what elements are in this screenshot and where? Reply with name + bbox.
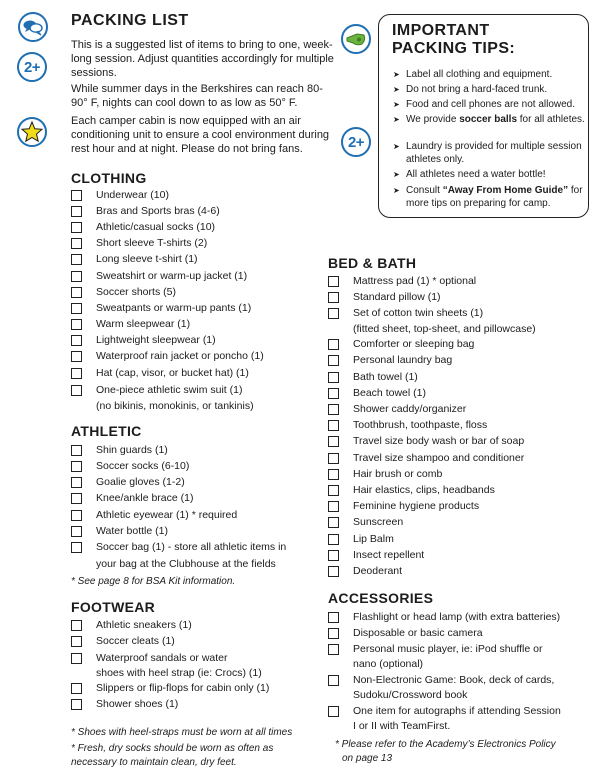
checklist-item-label: Goalie gloves (1-2) [96, 476, 185, 488]
checkbox[interactable] [71, 620, 82, 631]
checkbox[interactable] [328, 276, 339, 287]
checkbox[interactable] [71, 445, 82, 456]
checkbox[interactable] [328, 534, 339, 545]
tip-item: ➤ Do not bring a hard-faced trunk. [393, 84, 548, 95]
bag-note: your bag at the Clubhouse at the fields [96, 558, 276, 570]
checkbox[interactable] [328, 469, 339, 480]
checkbox[interactable] [71, 351, 82, 362]
checkbox[interactable] [328, 706, 339, 717]
checklist-item-label: Short sleeve T-shirts (2) [96, 237, 208, 249]
checkbox[interactable] [328, 453, 339, 464]
arrow-icon: ➤ [393, 142, 400, 151]
checkbox[interactable] [71, 636, 82, 647]
checkbox[interactable] [71, 477, 82, 488]
athletic-footnote: * See page 8 for BSA Kit information. [71, 576, 236, 587]
tips-title: IMPORTANT PACKING TIPS: [392, 22, 516, 57]
checklist-item-label: Sweatshirt or warm-up jacket (1) [96, 270, 248, 282]
checklist-item-label: Personal music player, ie: iPod shuffle or [353, 643, 543, 655]
checklist-item-label: Soccer cleats (1) [96, 635, 175, 647]
sheets-note: (fitted sheet, top-sheet, and pillowcase) [353, 323, 536, 335]
checklist-item-label: Comforter or sleeping bag [353, 338, 475, 350]
checkbox[interactable] [328, 628, 339, 639]
checkbox[interactable] [71, 190, 82, 201]
checklist-item-label: Shin guards (1) [96, 444, 168, 456]
checkbox[interactable] [328, 550, 339, 561]
checklist-item-label: Soccer bag (1) - store all athletic items in [96, 541, 287, 553]
footwear-note-2b: necessary to maintain clean, dry feet. [71, 757, 237, 768]
cabin-text: Each camper cabin is now equipped with an air conditioning unit to ensure a cool environment during rest hour and at night. Please do not bring fans. [71, 115, 330, 155]
checklist-item-label: Flashlight or head lamp (with extra batteries) [353, 611, 561, 623]
checkbox[interactable] [328, 372, 339, 383]
sandals-note: shoes with heel strap (ie: Crocs) (1) [96, 667, 262, 679]
intro-text: This is a suggested list of items to bring to one, week-long session. Adjust quantities accordingly for multiple sessions. [71, 39, 334, 79]
checklist-item-label: Hat (cap, visor, or bucket hat) (1) [96, 367, 249, 379]
page-title: PACKING LIST [71, 12, 189, 29]
star-icon [17, 117, 47, 147]
checklist-item-label: Insect repellent [353, 549, 425, 561]
checkbox[interactable] [328, 339, 339, 350]
checkbox[interactable] [71, 287, 82, 298]
checkbox[interactable] [71, 542, 82, 553]
tip-item: ➤ Food and cell phones are not allowed. [393, 99, 576, 110]
checkbox[interactable] [71, 222, 82, 233]
checkbox[interactable] [328, 517, 339, 528]
checkbox[interactable] [328, 420, 339, 431]
checklist-item-label: Hair brush or comb [353, 468, 443, 480]
checklist-item-label: Non-Electronic Game: Book, deck of cards, [353, 674, 555, 686]
checklist-item-label: Bras and Sports bras (4-6) [96, 205, 220, 217]
checkbox[interactable] [71, 238, 82, 249]
whistle-icon [341, 24, 371, 54]
checkbox[interactable] [328, 388, 339, 399]
arrow-icon: ➤ [393, 186, 400, 195]
checkbox[interactable] [71, 683, 82, 694]
checklist-item-label: One item for autographs if attending Session [353, 705, 561, 717]
checkbox[interactable] [71, 368, 82, 379]
checkbox[interactable] [71, 526, 82, 537]
badge-label: 2+ [347, 133, 365, 151]
accessories-footnote-2: on page 13 [342, 753, 393, 764]
checklist-item-label: One-piece athletic swim suit (1) [96, 384, 243, 396]
arrow-icon: ➤ [393, 85, 400, 94]
checkbox[interactable] [71, 319, 82, 330]
checkbox[interactable] [328, 436, 339, 447]
arrow-icon: ➤ [393, 170, 400, 179]
checklist-item-label: Long sleeve t-shirt (1) [96, 253, 198, 265]
checkbox[interactable] [71, 303, 82, 314]
game-note: Sudoku/Crossword book [353, 689, 468, 701]
checklist-item-label: Sweatpants or warm-up pants (1) [96, 302, 252, 314]
swim-note: (no bikinis, monokinis, or tankinis) [96, 400, 254, 412]
checkbox[interactable] [328, 485, 339, 496]
checkbox[interactable] [328, 308, 339, 319]
checklist-item-label: Toothbrush, toothpaste, floss [353, 419, 488, 431]
checklist-item-label: Personal laundry bag [353, 354, 453, 366]
checkbox[interactable] [328, 355, 339, 366]
arrow-icon: ➤ [393, 115, 400, 124]
checklist-item-label: Underwear (10) [96, 189, 169, 201]
clothing-heading: CLOTHING [71, 170, 147, 186]
checklist-item-label: Travel size shampoo and conditioner [353, 452, 525, 464]
checklist-item-label: Water bottle (1) [96, 525, 168, 537]
checkbox[interactable] [71, 385, 82, 396]
accessories-heading: ACCESSORIES [328, 590, 434, 606]
tip-item: ➤ We provide soccer balls for all athletes. [393, 114, 585, 125]
checklist-item-label: Slippers or flip-flops for cabin only (1) [96, 682, 270, 694]
tip-item: ➤ Laundry is provided for multiple session athletes only. [393, 141, 582, 165]
checklist-item-label: Waterproof rain jacket or poncho (1) [96, 350, 264, 362]
footwear-note-2a: * Fresh, dry socks should be worn as often as [71, 743, 274, 754]
age-2plus-icon [17, 52, 47, 82]
checklist-item-label: Soccer socks (6-10) [96, 460, 190, 472]
checkbox[interactable] [328, 675, 339, 686]
checkbox[interactable] [71, 461, 82, 472]
checklist-item-label: Warm sleepwear (1) [96, 318, 191, 330]
checkbox[interactable] [71, 699, 82, 710]
checkbox[interactable] [71, 206, 82, 217]
checklist-item-label: Set of cotton twin sheets (1) [353, 307, 484, 319]
checklist-item-label: Travel size body wash or bar of soap [353, 435, 525, 447]
checklist-item-label: Lip Balm [353, 533, 394, 545]
arrow-icon: ➤ [393, 100, 400, 109]
checkbox[interactable] [71, 271, 82, 282]
checkbox[interactable] [328, 612, 339, 623]
checkbox[interactable] [71, 335, 82, 346]
arrow-icon: ➤ [393, 70, 400, 79]
checklist-item-label: Standard pillow (1) [353, 291, 441, 303]
bedbath-heading: BED & BATH [328, 255, 417, 271]
checklist-item-label: Lightweight sleepwear (1) [96, 334, 216, 346]
checkbox[interactable] [71, 653, 82, 664]
checklist-item-label: Beach towel (1) [353, 387, 426, 399]
checkbox[interactable] [328, 566, 339, 577]
tip-item: ➤ Label all clothing and equipment. [393, 69, 553, 80]
weather-text: While summer days in the Berkshires can reach 80-90° F, nights can cool down to as low as 50° F. [71, 83, 323, 109]
athletic-heading: ATHLETIC [71, 423, 142, 439]
checkbox[interactable] [328, 501, 339, 512]
checkbox[interactable] [71, 493, 82, 504]
checklist-item-label: Mattress pad (1) * optional [353, 275, 477, 287]
checklist-item-label: Sunscreen [353, 516, 404, 528]
checklist-item-label: Soccer shorts (5) [96, 286, 176, 298]
checklist-item-label: Disposable or basic camera [353, 627, 483, 639]
footwear-note-1: * Shoes with heel-straps must be worn at all times [71, 727, 293, 738]
checklist-item-label: Shower shoes (1) [96, 698, 179, 710]
footwear-heading: FOOTWEAR [71, 599, 156, 615]
checklist-item-label: Athletic sneakers (1) [96, 619, 192, 631]
checklist-item-label: Shower caddy/organizer [353, 403, 467, 415]
checklist-item-label: Knee/ankle brace (1) [96, 492, 194, 504]
checklist-item-label: Hair elastics, clips, headbands [353, 484, 495, 496]
checkbox[interactable] [71, 254, 82, 265]
checkbox[interactable] [71, 510, 82, 521]
tip-item: ➤ Consult “Away From Home Guide” for more tips on preparing for camp. [393, 185, 583, 209]
tip-item: ➤ All athletes need a water bottle! [393, 169, 546, 180]
checklist-item-label: Waterproof sandals or water [96, 652, 228, 664]
badge-label: 2+ [23, 58, 41, 76]
music-note: nano (optional) [353, 658, 424, 670]
chat-bubbles-icon [18, 12, 48, 42]
checkbox[interactable] [328, 292, 339, 303]
accessories-footnote-1: * Please refer to the Academy’s Electronics Policy [335, 739, 556, 750]
checklist-item-label: Deoderant [353, 565, 403, 577]
checkbox[interactable] [328, 644, 339, 655]
checkbox[interactable] [328, 404, 339, 415]
checklist-item-label: Athletic/casual socks (10) [96, 221, 216, 233]
checklist-item-label: Athletic eyewear (1) * required [96, 509, 238, 521]
checklist-item-label: Bath towel (1) [353, 371, 418, 383]
checklist-item-label: Feminine hygiene products [353, 500, 480, 512]
age-2plus-icon [341, 127, 371, 157]
autograph-note: I or II with TeamFirst. [353, 720, 451, 732]
